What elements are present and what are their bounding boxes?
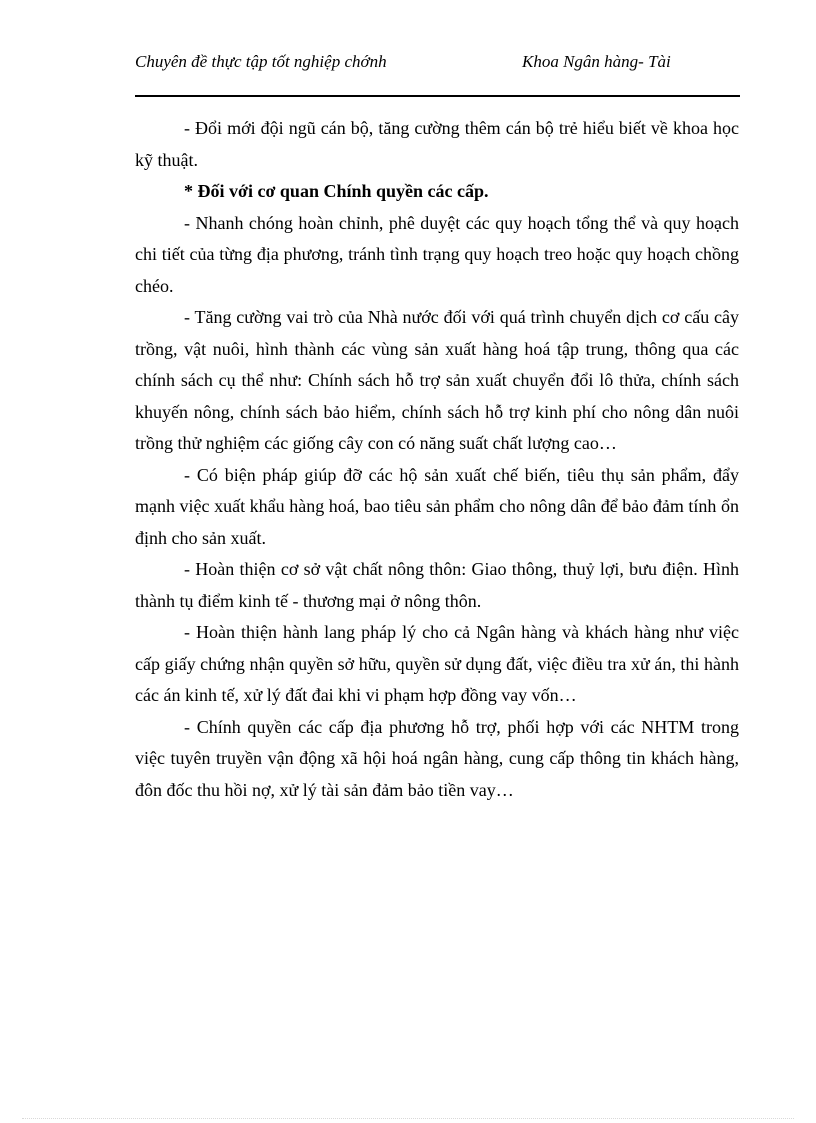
page-header: [135, 50, 740, 97]
paragraph-local-coordination: - Chính quyền các cấp địa phương hỗ trợ, phối hợp với các NHTM trong việc tuyên truyền vận động xã hội hoá ngân hàng, cung cấp thông tin khách hàng, đôn đốc thu hồi nợ, xử lý tài sản đảm bảo tiền vay…: [135, 716, 739, 800]
paragraph-staff-renewal: - Đổi mới đội ngũ cán bộ, tăng cường thêm cán bộ trẻ hiểu biết về khoa học kỹ thuật.: [135, 118, 739, 170]
section-heading-government: * Đối với cơ quan Chính quyền các cấp.: [184, 181, 489, 201]
paragraph-infrastructure: - Hoàn thiện cơ sở vật chất nông thôn: Giao thông, thuỷ lợi, bưu điện. Hình thành tụ điểm kinh tế - thương mại ở nông thôn.: [135, 559, 739, 611]
header-document-title: Chuyên đề thực tập tốt nghiệp chớnh: [135, 52, 387, 71]
paragraph-production-support: - Có biện pháp giúp đỡ các hộ sản xuất chế biến, tiêu thụ sản phẩm, đẩy mạnh việc xuất khẩu hàng hoá, bao tiêu sản phẩm cho nông dân để bảo đảm tính ổn định cho sản xuất.: [135, 464, 739, 548]
paragraph-legal-framework: - Hoàn thiện hành lang pháp lý cho cả Ngân hàng và khách hàng như việc cấp giấy chứng nhận quyền sở hữu, quyền sử dụng đất, việc điều tra xử án, thi hành các án kinh tế, xử lý đất đai khi vi phạm hợp đồng vay vốn…: [135, 622, 739, 705]
page-bottom-divider: [22, 1118, 794, 1119]
paragraph-planning: - Nhanh chóng hoàn chỉnh, phê duyệt các quy hoạch tổng thể và quy hoạch chi tiết của từng địa phương, tránh tình trạng quy hoạch treo hoặc quy hoạch chồng chéo.: [135, 212, 739, 296]
header-faculty-name: Khoa Ngân hàng- Tài: [522, 52, 671, 71]
document-body: [135, 113, 739, 806]
paragraph-state-role: - Tăng cường vai trò của Nhà nước đối với quá trình chuyển dịch cơ cấu cây trồng, vật nuôi, hình thành các vùng sản xuất hàng hoá tập trung, thông qua các chính sách cụ thể như: Chính sách hỗ trợ sản xuất chuyển đổi lô thửa, chính sách khuyến nông, chính sách bảo hiểm, chính sách hỗ trợ kinh phí cho nông dân nuôi trồng thử nghiệm các giống cây con có năng suất chất lượng cao…: [135, 307, 739, 453]
